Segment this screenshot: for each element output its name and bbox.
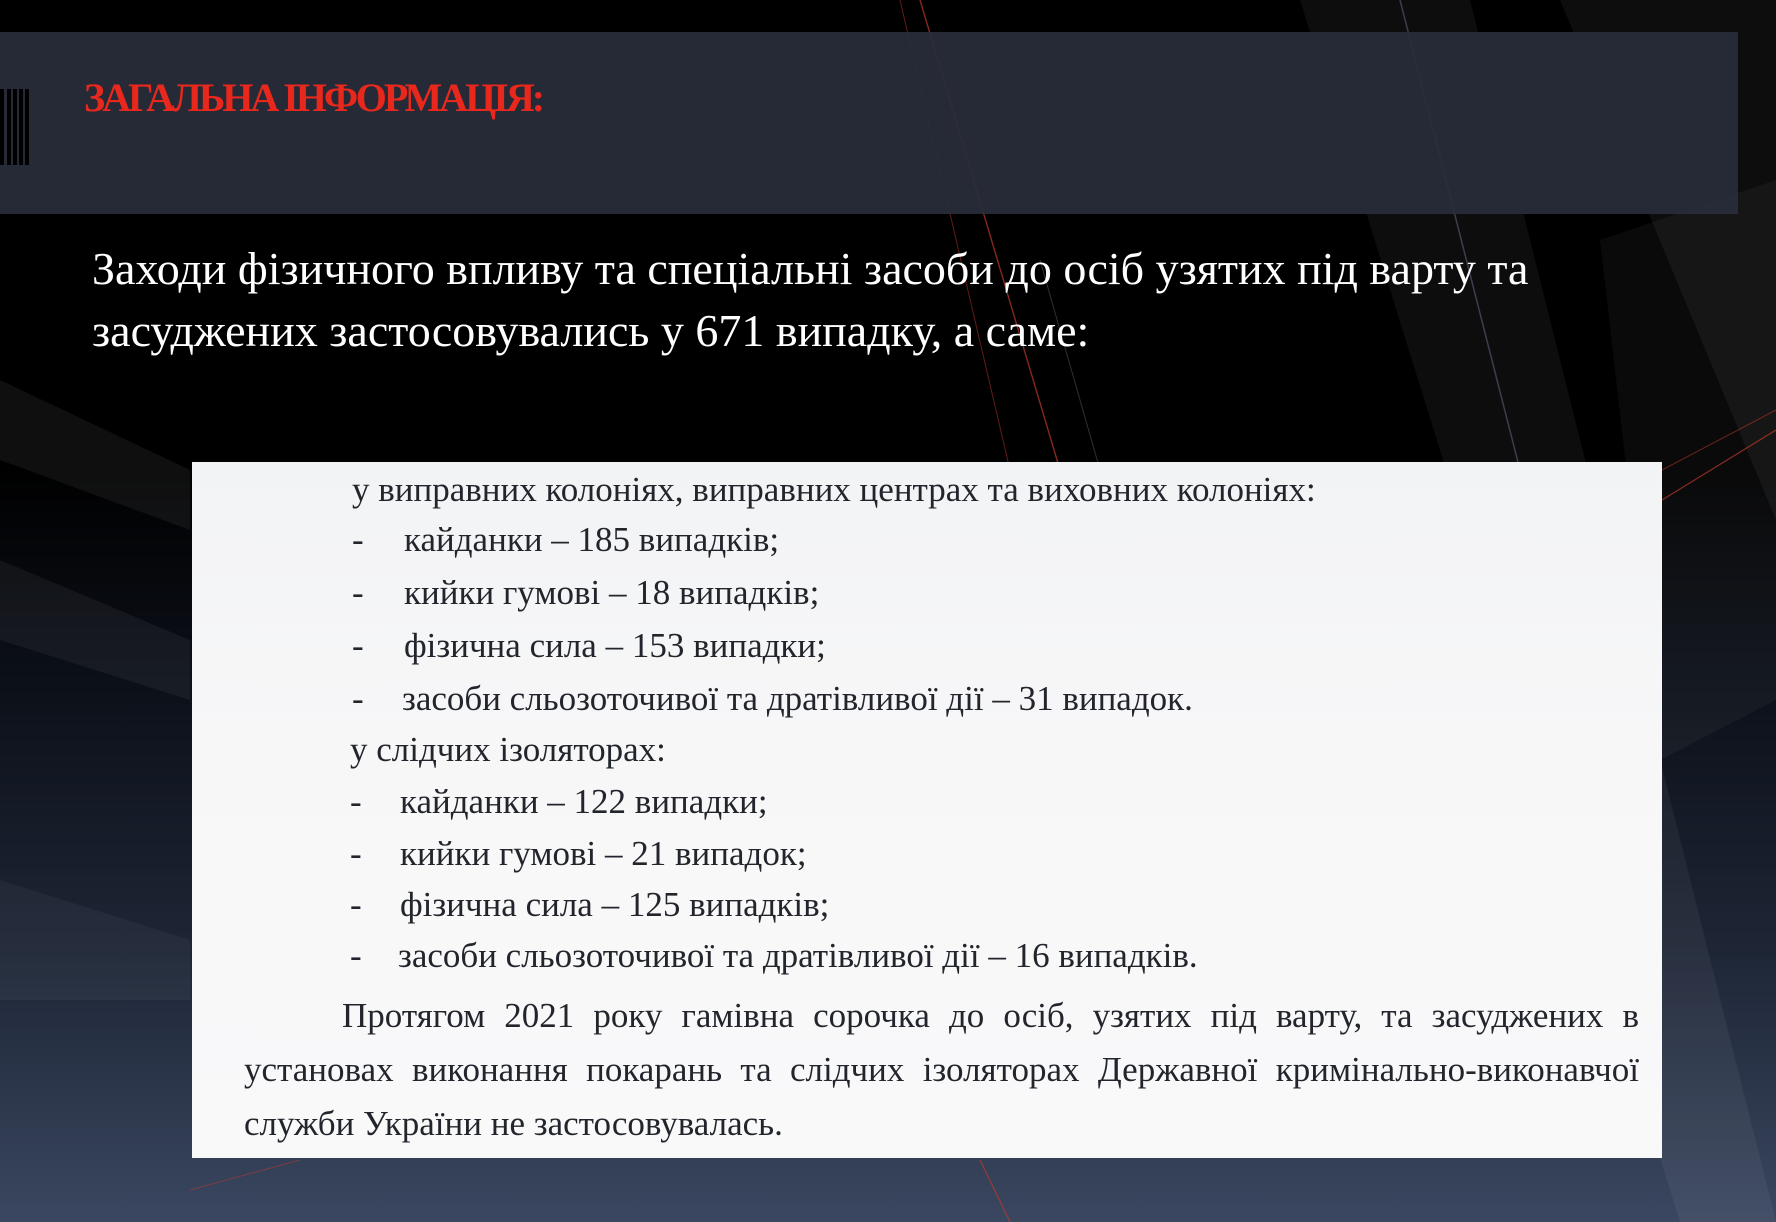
scanned-document <box>192 462 1662 1158</box>
list-item: кийки гумові – 21 випадок; <box>400 834 807 873</box>
title-stripes-decoration <box>0 89 30 165</box>
list-item: засоби сльозоточивої та дратівливої дії – 31 випадок. <box>402 679 1193 718</box>
list-item: кийки гумові – 18 випадків; <box>404 573 820 612</box>
list-item: засоби сльозоточивої та дратівливої дії – 16 випадків. <box>398 936 1198 975</box>
bg-red-line <box>190 1160 300 1190</box>
bg-ray <box>0 560 190 700</box>
section2-heading: у слідчих ізоляторах: <box>350 730 666 769</box>
list-item: фізична сила – 153 випадки; <box>404 626 826 665</box>
title-bar <box>0 32 1738 214</box>
list-bullet: - <box>350 834 362 873</box>
list-bullet: - <box>352 520 364 559</box>
list-item: фізична сила – 125 випадків; <box>400 885 830 924</box>
list-item: кайданки – 122 випадки; <box>400 782 768 821</box>
bg-ray <box>0 380 190 530</box>
list-bullet: - <box>352 626 364 665</box>
list-bullet: - <box>350 885 362 924</box>
closing-paragraph: Протягом 2021 року гамівна сорочка до осіб, узятих під варту, та засуджених в установах виконання покарань та слідчих ізоляторах Державної кримінально-виконавчої служби України не застосовувалась. <box>244 996 1639 1143</box>
list-bullet: - <box>352 573 364 612</box>
slide-title: ЗАГАЛЬНА ІНФОРМАЦІЯ: <box>84 75 543 120</box>
intro-text: Заходи фізичного впливу та спеціальні засоби до осіб узятих під варту та засуджених застосовувались у 671 випадку, а саме: <box>92 243 1529 356</box>
section1-heading: у виправних колоніях, виправних центрах та виховних колоніях: <box>352 470 1316 509</box>
list-bullet: - <box>352 679 364 718</box>
bg-ray <box>0 880 190 1000</box>
list-item: кайданки – 185 випадків; <box>404 520 780 559</box>
bg-red-line <box>980 1160 1010 1222</box>
list-bullet: - <box>350 936 362 975</box>
list-bullet: - <box>350 782 362 821</box>
